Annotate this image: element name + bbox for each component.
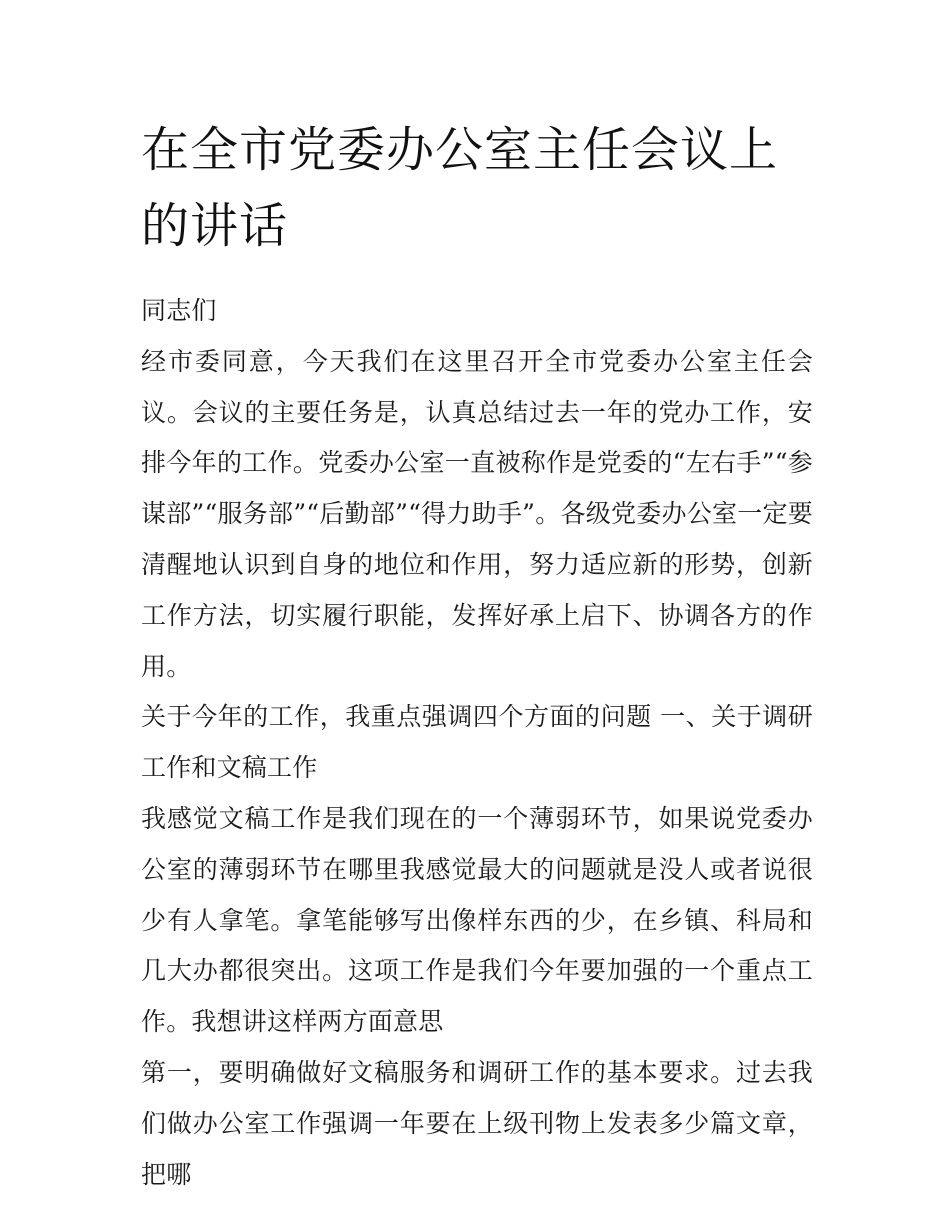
paragraph-1: 经市委同意，今天我们在这里召开全市党委办公室主任会议。会议的主要任务是，认真总结过去一年的党办工作，安排今年的工作。党委办公室一直被称作是党委的“左右手”“参谋部”“服务部”“后勤部”“得力助手”。各级党委办公室一定要清醒地认识到自身的地位和作用，努力适应新的形势，创新工作方法，切实履行职能，发挥好承上启下、协调各方的作用。 bbox=[141, 346, 813, 681]
document-content bbox=[141, 112, 813, 1200]
paragraph-4: 第一，要明确做好文稿服务和调研工作的基本要求。过去我们做办公室工作强调一年要在上级刊物上发表多少篇文章，把哪 bbox=[141, 1057, 813, 1189]
paragraph-3: 我感觉文稿工作是我们现在的一个薄弱环节，如果说党委办公室的薄弱环节在哪里我感觉最大的问题就是没人或者说很少有人拿笔。拿笔能够写出像样东西的少，在乡镇、科局和几大办都很突出。这项工作是我们今年要加强的一个重点工作。我想讲这样两方面意思 bbox=[141, 803, 813, 1037]
paragraph-2: 关于今年的工作，我重点强调四个方面的问题 一、关于调研工作和文稿工作 bbox=[141, 702, 813, 783]
document-title: 在全市党委办公室主任会议上的讲话 bbox=[141, 122, 779, 254]
salutation: 同志们 bbox=[141, 296, 217, 325]
document-body bbox=[141, 286, 813, 1200]
